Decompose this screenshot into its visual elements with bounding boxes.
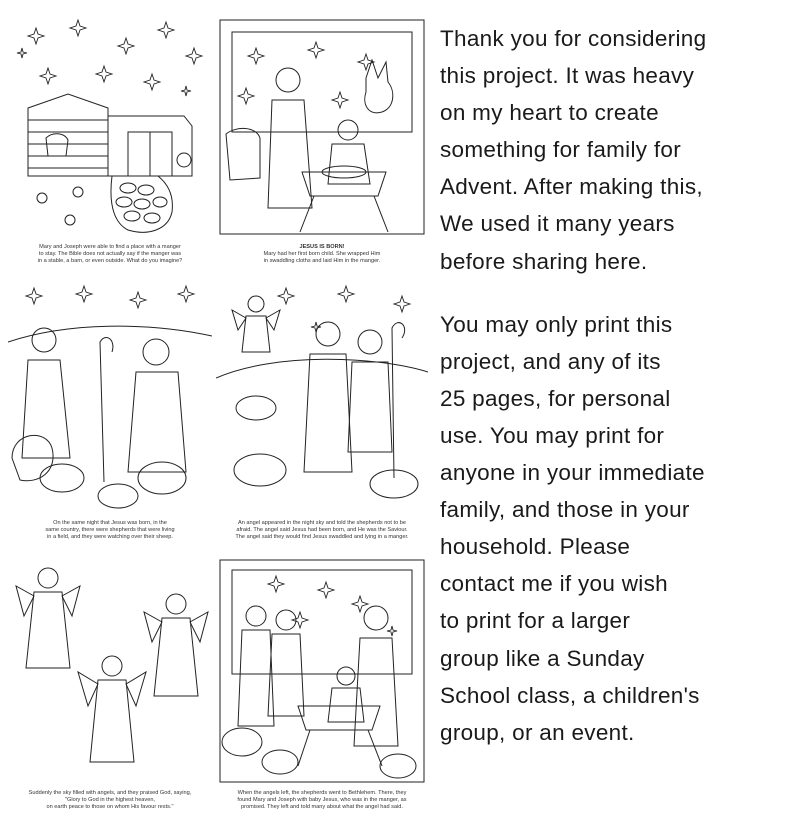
message-text bbox=[440, 20, 790, 751]
coloring-page-jesus-born bbox=[216, 8, 428, 276]
caption-line: promised. They left and told many about what the angel had said. bbox=[241, 803, 403, 810]
caption-angels-praise bbox=[8, 790, 212, 810]
message-line: something for family for bbox=[440, 137, 682, 163]
angel-figure-center bbox=[78, 656, 146, 762]
mary-figure bbox=[328, 667, 364, 722]
message-line: group like a Sunday bbox=[440, 645, 645, 671]
coloring-page-shepherds-visit bbox=[216, 556, 428, 820]
shepherd-two bbox=[128, 339, 186, 472]
caption-line: On the same night that Jesus was born, in the bbox=[53, 520, 167, 526]
message-line: anyone in your immediate bbox=[440, 460, 705, 486]
message-line: project, and any of its bbox=[440, 348, 661, 374]
angel-shepherds-illustration bbox=[216, 282, 428, 512]
angel-figure-right bbox=[144, 594, 208, 696]
message-paragraph-thanks bbox=[440, 20, 790, 280]
message-line: before sharing here. bbox=[440, 248, 648, 274]
shepherds-visit-illustration bbox=[216, 556, 428, 788]
caption-angel-appears bbox=[216, 520, 428, 540]
nativity-illustration bbox=[216, 8, 428, 236]
shepherd-two bbox=[348, 323, 405, 478]
sheep-figures bbox=[222, 728, 416, 778]
message-line: use. You may print for bbox=[440, 422, 665, 448]
angels-illustration bbox=[8, 556, 212, 788]
caption-shepherds bbox=[8, 520, 212, 540]
stable-frame bbox=[220, 20, 424, 234]
message-line: We used it many years bbox=[440, 211, 675, 237]
shepherds-illustration bbox=[8, 282, 212, 512]
star-icons bbox=[238, 42, 374, 108]
caption-line: An angel appeared in the night sky and told the shepherds not to be bbox=[238, 520, 406, 526]
shepherd-one bbox=[304, 322, 352, 472]
caption-title: JESUS IS BORN! bbox=[299, 244, 345, 250]
caption-line: found Mary and Joseph with baby Jesus, who was in the manger, as bbox=[237, 796, 407, 803]
caption-line: When the angels left, the shepherds went to Bethlehem. There, they bbox=[237, 790, 407, 796]
donkey-figure bbox=[365, 60, 393, 113]
angel-figure bbox=[232, 296, 280, 352]
paragraph-gap bbox=[440, 280, 790, 306]
caption-jesus-born bbox=[216, 244, 428, 264]
barn-building bbox=[28, 94, 192, 176]
coloring-page-stable bbox=[8, 8, 212, 268]
message-line: this project. It was heavy bbox=[440, 63, 695, 89]
shepherd-one bbox=[22, 328, 113, 482]
message-paragraph-usage bbox=[440, 306, 790, 751]
caption-line: in swaddling cloths and laid Him in the manger. bbox=[263, 257, 381, 264]
coloring-page-angels-praise bbox=[8, 556, 212, 820]
message-line: household. Please bbox=[440, 534, 631, 560]
star-icons bbox=[26, 286, 194, 308]
star-icons bbox=[17, 20, 202, 96]
caption-line: same country, there were shepherds that were living bbox=[45, 526, 175, 533]
coloring-page-shepherds bbox=[8, 282, 212, 544]
caption-line: to stay. The Bible does not actually say if the manger was bbox=[38, 250, 182, 257]
hill-line bbox=[216, 359, 428, 378]
caption-line: "Glory to God in the highest heaven, bbox=[65, 796, 155, 803]
message-line: You may only print this bbox=[440, 311, 673, 337]
message-line: contact me if you wish bbox=[440, 571, 668, 597]
message-line: Thank you for considering bbox=[440, 26, 707, 51]
message-line: group, or an event. bbox=[440, 719, 635, 745]
star-icons bbox=[278, 286, 410, 332]
message-line: Advent. After making this, bbox=[440, 174, 703, 200]
caption-line: on earth peace to those on whom His favour rests." bbox=[46, 803, 174, 810]
stone-path bbox=[111, 176, 172, 232]
caption-line: The angel said they would find Jesus swaddled and lying in a manger. bbox=[235, 533, 409, 540]
ox-figure bbox=[226, 128, 260, 180]
caption-line: Mary had her first born child. She wrapped Him bbox=[263, 250, 381, 257]
shepherd-figures bbox=[238, 606, 304, 726]
night-window bbox=[232, 32, 412, 132]
caption-shepherds-visit bbox=[216, 790, 428, 810]
caption-line: in a stable, a barn, or even outside. What do you imagine? bbox=[37, 257, 183, 264]
angel-figure-left bbox=[16, 568, 80, 668]
caption-line: Suddenly the sky filled with angels, and they praised God, saying, bbox=[28, 790, 192, 796]
stable-illustration bbox=[8, 8, 212, 240]
caption-line: afraid. The angel said Jesus had been born, and He was the Saviour. bbox=[236, 526, 408, 533]
caption-stable bbox=[8, 244, 212, 264]
joseph-figure bbox=[268, 68, 312, 208]
message-line: family, and those in your bbox=[440, 497, 690, 523]
manger bbox=[300, 166, 388, 232]
night-window bbox=[232, 570, 412, 674]
message-line: School class, a children's bbox=[440, 682, 700, 708]
manger bbox=[298, 706, 382, 766]
message-line: to print for a larger bbox=[440, 608, 631, 634]
sheep-figures bbox=[40, 462, 186, 508]
caption-line: in a field, and they were watching over their sheep. bbox=[47, 533, 173, 540]
flower-icons bbox=[37, 187, 83, 225]
caption-line: Mary and Joseph were able to find a place with a manger bbox=[39, 244, 181, 250]
message-line: on my heart to create bbox=[440, 100, 659, 126]
coloring-page-angel-appears bbox=[216, 282, 428, 544]
message-line: 25 pages, for personal bbox=[440, 385, 671, 411]
